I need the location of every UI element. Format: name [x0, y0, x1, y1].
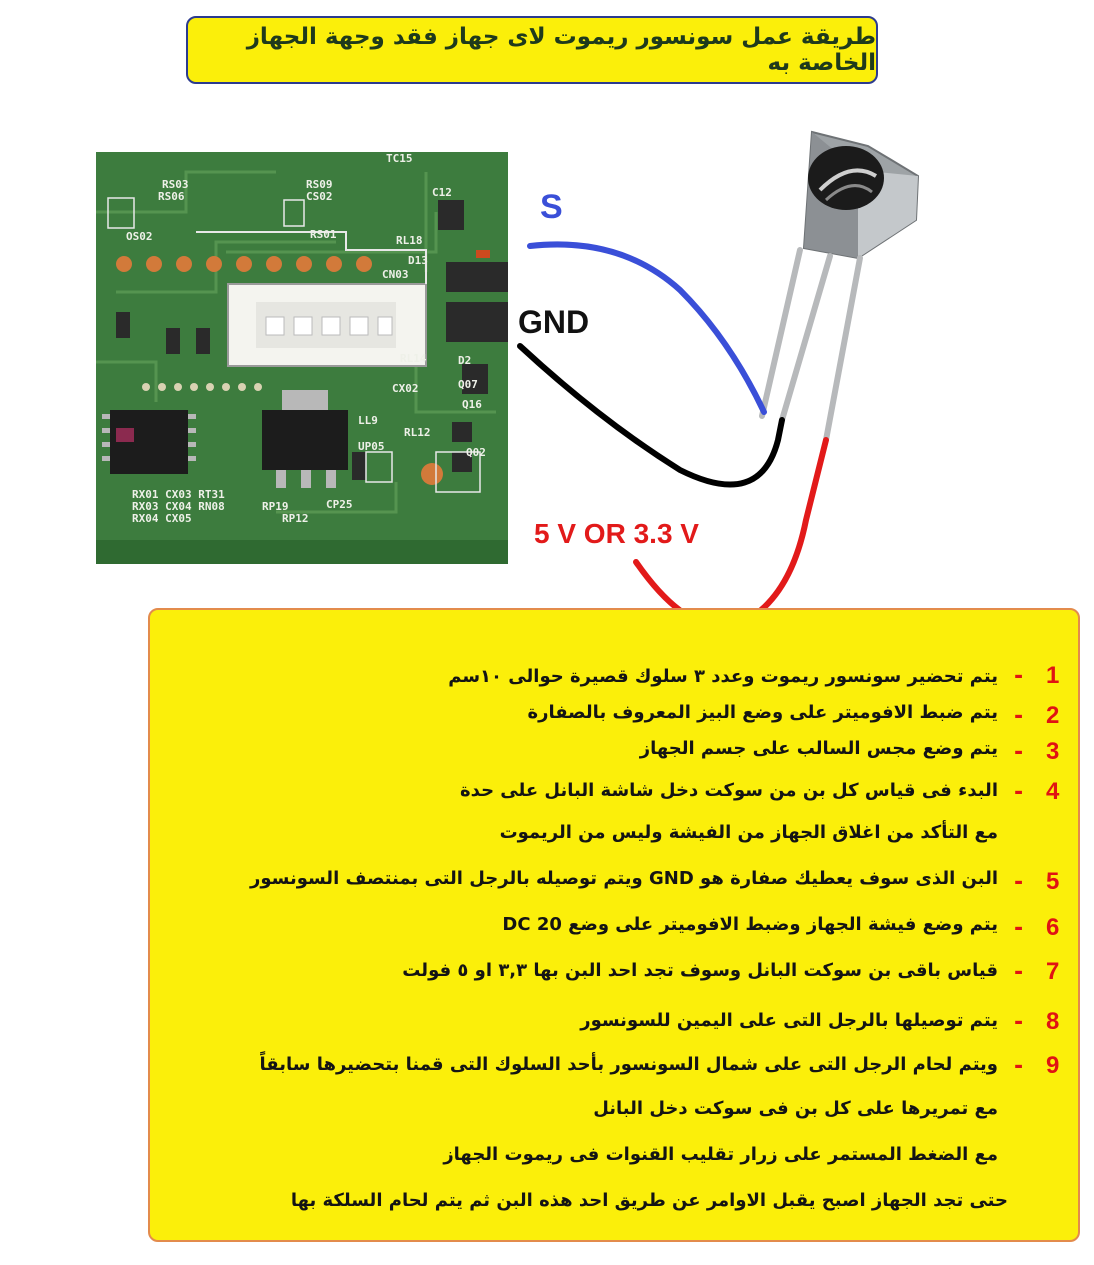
pcb-label-rs03: RS03 — [162, 178, 189, 191]
step-text-6: يتم وضع فيشة الجهاز وضبط الافوميتر على وضع 20 DC — [502, 914, 998, 935]
step-number-6: 6 — [1046, 914, 1060, 941]
step-text-5: البن الذى سوف يعطيك صفارة هو GND ويتم توصيله بالرجل التى بمنتصف السونسور — [249, 868, 998, 889]
pcb-label-q16: Q16 — [462, 398, 482, 411]
pcb-label-rl14: RL14 — [400, 352, 427, 365]
step-number-9: 9 — [1046, 1052, 1060, 1079]
step-dash: - — [1014, 704, 1024, 729]
step-number-7: 7 — [1046, 958, 1060, 985]
pcb-label-row2: RX03 CX04 RN08 — [132, 500, 225, 513]
ir-sensor — [804, 132, 918, 258]
step-text-1: يتم تحضير سونسور ريموت وعدد ٣ سلوك قصيرة حوالى ١٠سم — [448, 666, 998, 687]
step-text-4-cont: مع التأكد من اغلاق الجهاز من الفيشة وليس من الريموت — [499, 822, 998, 843]
step-dash: - — [1014, 960, 1024, 985]
sensor-legs — [762, 250, 860, 440]
step-dash: - — [1014, 740, 1024, 765]
pcb-label-cx02: CX02 — [392, 382, 419, 395]
signal-label: S — [540, 188, 563, 226]
ground-label: GND — [518, 304, 590, 340]
pcb-label-cn03: CN03 — [382, 268, 409, 281]
power-label: 5 V OR 3.3 V — [534, 518, 699, 549]
pcb-label-up05: UP05 — [358, 440, 385, 453]
pcb-label-rl18: RL18 — [396, 234, 423, 247]
pcb-label-rs06: RS06 — [158, 190, 185, 203]
pcb-label-q02: Q02 — [466, 446, 486, 459]
pcb-label-rs09: RS09 — [306, 178, 333, 191]
step-dash: - — [1014, 780, 1024, 805]
pcb-label-d2: D2 — [458, 354, 472, 367]
step-text-9-cont-3: حتى تجد الجهاز اصبح يقبل الاوامر عن طريق احد هذه البن ثم يتم لحام السلكة بها — [290, 1190, 1008, 1211]
step-number-8: 8 — [1046, 1008, 1060, 1035]
pcb-label-cs02: CS02 — [306, 190, 333, 203]
step-text-9-cont-2: مع الضغط المستمر على زرار تقليب القنوات فى ريموت الجهاز — [443, 1144, 998, 1165]
step-text-9-cont-1: مع تمريرها على كل بن فى سوكت دخل البانل — [593, 1098, 998, 1119]
step-dash: - — [1014, 1054, 1024, 1079]
step-number-5: 5 — [1046, 868, 1060, 895]
pcb-label-q07: Q07 — [458, 378, 478, 391]
step-dash: - — [1014, 1010, 1024, 1035]
pcb-label-d13: D13 — [408, 254, 428, 267]
step-text-9: ويتم لحام الرجل التى على شمال السونسور بأحد السلوك التى قمنا بتحضيرها سابقاً — [259, 1054, 998, 1075]
step-text-3: يتم وضع مجس السالب على جسم الجهاز — [639, 738, 998, 759]
pcb-label-rp19: RP19 — [262, 500, 289, 513]
step-number-4: 4 — [1046, 778, 1060, 805]
step-number-1: 1 — [1046, 662, 1060, 689]
pcb-label-os02: OS02 — [126, 230, 153, 243]
step-text-8: يتم توصيلها بالرجل التى على اليمين للسونسور — [580, 1010, 998, 1031]
pcb-label-c12: C12 — [432, 186, 452, 199]
pcb-label-rl12: RL12 — [404, 426, 431, 439]
pcb-label-row1: RX01 CX03 RT31 — [132, 488, 225, 501]
step-dash: - — [1014, 664, 1024, 689]
step-text-2: يتم ضبط الافوميتر على وضع البيز المعروف بالصفارة — [527, 702, 998, 723]
pcb-label-rp12: RP12 — [282, 512, 309, 525]
page-title: طريقة عمل سونسور ريموت لاى جهاز فقد وجهة الجهاز الخاصة به — [246, 24, 876, 76]
step-number-3: 3 — [1046, 738, 1060, 765]
pcb-label-row3: RX04 CX05 — [132, 512, 192, 525]
pcb-label-tc15: TC15 — [386, 152, 413, 165]
pcb-label-cp25: CP25 — [326, 498, 353, 511]
step-text-4: البدء فى قياس كل بن من سوكت دخل شاشة البانل على حدة — [460, 780, 998, 801]
pcb-label-ll9: LL9 — [358, 414, 378, 427]
step-text-7: قياس باقى بن سوكت البانل وسوف تجد احد البن بها ٣,٣ او ٥ فولت — [402, 960, 998, 981]
step-number-2: 2 — [1046, 702, 1060, 729]
instructions-panel — [148, 608, 1080, 1242]
step-dash: - — [1014, 870, 1024, 895]
step-dash: - — [1014, 916, 1024, 941]
pcb-label-rs01: RS01 — [310, 228, 337, 241]
